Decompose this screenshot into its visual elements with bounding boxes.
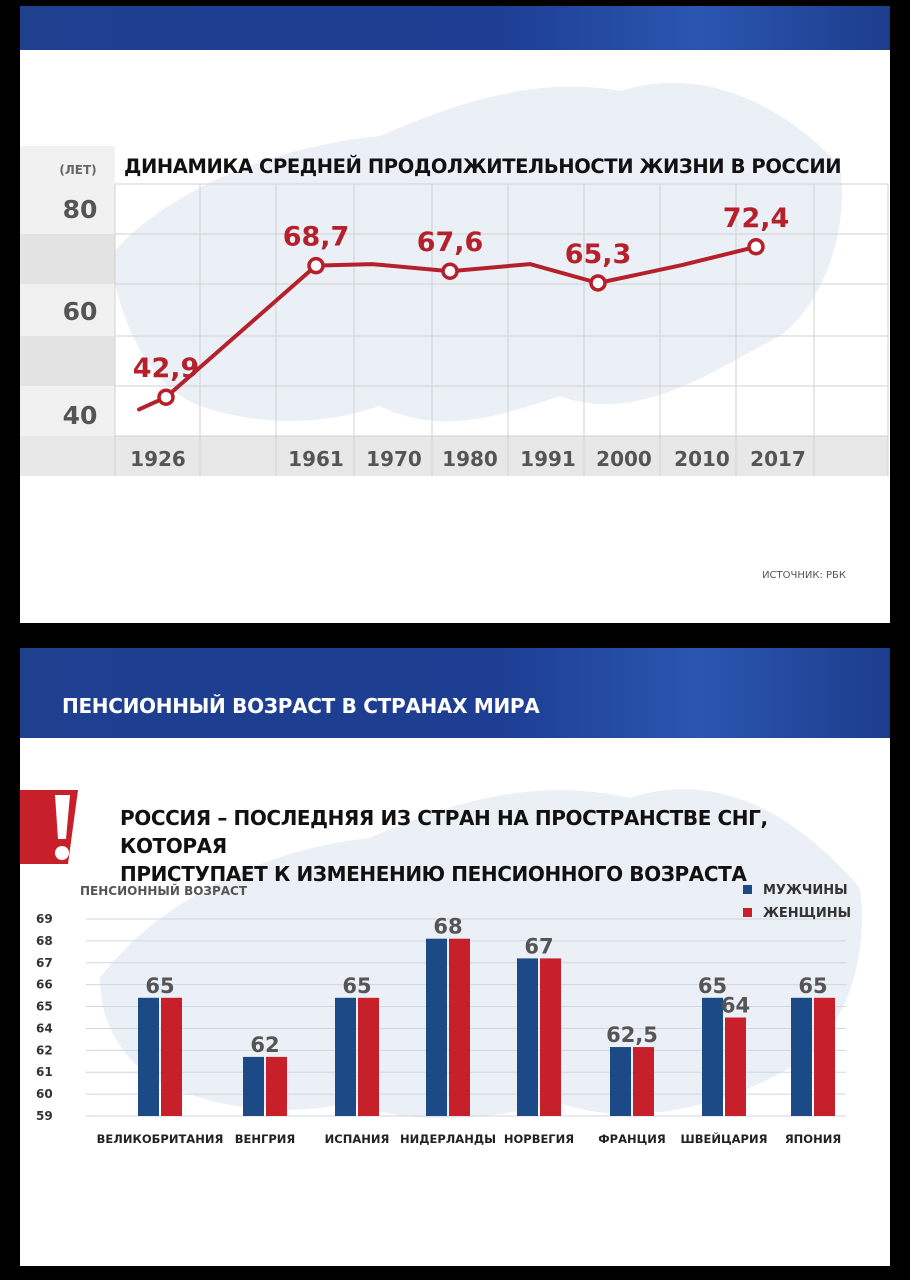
x-tick-label: 2017 — [750, 447, 806, 471]
y-tick-label: 68 — [36, 933, 53, 948]
y-axis-unit-label: (ЛЕТ) — [59, 163, 97, 177]
data-label: 68,7 — [282, 221, 350, 253]
bar-women — [540, 958, 561, 1116]
data-label: 67,6 — [416, 227, 484, 259]
x-tick-label: 1961 — [288, 447, 344, 471]
category-label: НИДЕРЛАНДЫ — [399, 1132, 497, 1146]
bar-men — [517, 958, 538, 1116]
y-axis-stripe — [20, 234, 115, 284]
life-expectancy-slide — [20, 6, 890, 623]
chart-title: ДИНАМИКА СРЕДНЕЙ ПРОДОЛЖИТЕЛЬНОСТИ ЖИЗНИ В РОССИИ — [124, 155, 842, 178]
category-label: ВЕЛИКОБРИТАНИЯ — [96, 1132, 224, 1146]
y-tick-label: 65 — [36, 999, 53, 1014]
category-label: ШВЕЙЦАРИЯ — [680, 1132, 768, 1146]
bar-men — [610, 1047, 631, 1116]
bar-men — [791, 998, 812, 1116]
bar-men — [138, 998, 159, 1116]
bar-men — [426, 939, 447, 1116]
data-label: 65,3 — [564, 238, 632, 270]
y-tick-label: 67 — [36, 955, 53, 970]
bar-men — [335, 998, 356, 1116]
data-point — [749, 240, 763, 254]
data-point — [159, 390, 173, 404]
bar-women — [633, 1047, 654, 1116]
data-point — [309, 259, 323, 273]
y-tick-label: 80 — [62, 195, 98, 224]
x-tick-label: 2010 — [674, 447, 730, 471]
data-point — [443, 264, 457, 278]
legend-label-women: ЖЕНЩИНЫ — [763, 906, 852, 921]
band-title: ПЕНСИОННЫЙ ВОЗРАСТ В СТРАНАХ МИРА — [62, 694, 540, 718]
headline-line-1: РОССИЯ – ПОСЛЕДНЯЯ ИЗ СТРАН НА ПРОСТРАНСТВЕ СНГ, КОТОРАЯ — [120, 806, 768, 858]
y-tick-label: 66 — [36, 977, 53, 992]
value-label: 68 — [433, 914, 463, 939]
category-label: ФРАНЦИЯ — [598, 1132, 666, 1146]
y-axis-title: ПЕНСИОННЫЙ ВОЗРАСТ — [80, 884, 248, 898]
x-tick-label: 1926 — [130, 447, 186, 471]
value-label: 65 — [342, 973, 372, 998]
bar-women — [725, 1018, 746, 1117]
x-tick-label: 2000 — [596, 447, 652, 471]
x-tick-label: 1980 — [442, 447, 498, 471]
bar-women — [449, 939, 470, 1116]
x-tick-label: 1991 — [520, 447, 576, 471]
bar-women — [161, 998, 182, 1116]
y-axis-stripe — [20, 336, 115, 386]
value-label: 65 — [145, 973, 175, 998]
data-point — [591, 276, 605, 290]
value-label: 65 — [697, 973, 728, 998]
bar-women — [814, 998, 835, 1116]
value-label: 64 — [720, 993, 751, 1018]
life-expectancy-chart — [20, 6, 890, 623]
headline — [120, 804, 860, 888]
y-tick-label: 59 — [36, 1109, 53, 1123]
y-tick-label: 64 — [36, 1021, 53, 1036]
y-tick-label: 69 — [36, 912, 53, 926]
headline-line-2: ПРИСТУПАЕТ К ИЗМЕНЕНИЮ ПЕНСИОННОГО ВОЗРАСТА — [120, 862, 747, 886]
value-label: 65 — [798, 973, 828, 998]
y-tick-label: 62 — [36, 1043, 53, 1058]
bar-women — [358, 998, 379, 1116]
legend-label-men: МУЖЧИНЫ — [763, 883, 848, 898]
pension-age-chart — [20, 648, 890, 1266]
category-label: ЯПОНИЯ — [784, 1132, 842, 1146]
data-label: 72,4 — [722, 202, 790, 234]
exclamation-icon — [20, 790, 78, 864]
y-tick-label: 60 — [62, 297, 98, 326]
value-label: 62,5 — [606, 1023, 658, 1048]
y-tick-label: 40 — [62, 401, 98, 430]
y-axis-band — [20, 146, 115, 436]
category-label: НОРВЕГИЯ — [503, 1132, 575, 1146]
value-label: 67 — [524, 934, 554, 959]
bar-men — [702, 998, 723, 1116]
y-tick-label: 60 — [36, 1087, 53, 1102]
pension-age-slide — [20, 648, 890, 1266]
value-label: 62 — [250, 1032, 280, 1057]
data-label: 42,9 — [132, 353, 200, 385]
category-label: ВЕНГРИЯ — [234, 1132, 296, 1146]
category-label: ИСПАНИЯ — [324, 1132, 390, 1146]
y-tick-label: 61 — [36, 1065, 53, 1080]
bar-men — [243, 1057, 264, 1116]
x-tick-label: 1970 — [366, 447, 422, 471]
bar-women — [266, 1057, 287, 1116]
legend-swatch-women — [743, 908, 752, 917]
source-label: ИСТОЧНИК: РБК — [762, 570, 846, 581]
